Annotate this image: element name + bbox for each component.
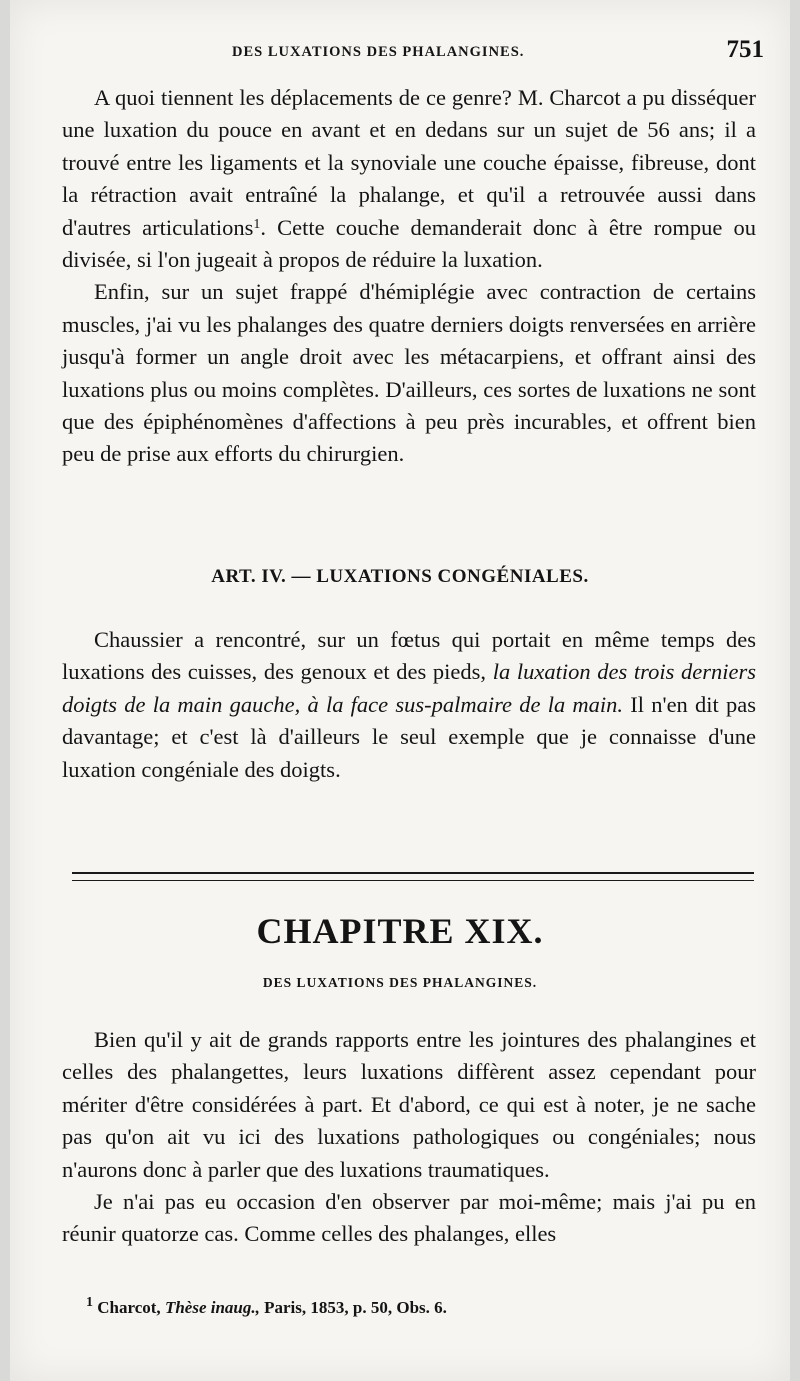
paragraph-text: A quoi tiennent les déplacements de ce genre? M. Charcot a pu disséquer une luxation du pouce en avant et en dedans sur un sujet de 56 ans; il a trouvé entre les ligaments et la synoviale une couche épaisse, fibreuse, dont la rétraction avait entraîné la phalange, et qu'il a retrouvée aussi dans d'autres articulations bbox=[62, 85, 756, 240]
page-number: 751 bbox=[726, 36, 764, 63]
book-page bbox=[10, 0, 790, 1381]
paragraph-text: Il n'en dit pas davantage; et c'est là d'ailleurs le seul exemple que je connaisse d'une luxation congéniale des doigts. bbox=[62, 691, 756, 782]
chapter-text bbox=[62, 1024, 756, 1251]
footnote-details: Paris, 1853, p. 50, Obs. 6. bbox=[264, 1298, 447, 1317]
footnote-author: Charcot, bbox=[97, 1298, 161, 1317]
section-text-top bbox=[62, 82, 756, 471]
paragraph-quatorze-cas: Je n'ai pas eu occasion d'en observer par moi-même; mais j'ai pu en réunir quatorze cas. Comme celles des phalanges, elles bbox=[62, 1189, 756, 1247]
italic-quote: la luxation des trois derniers doigts de la main gauche, à la face sus-palmaire de la main. bbox=[62, 659, 757, 717]
footnote-marker: 1 bbox=[86, 1295, 93, 1310]
footnote bbox=[86, 1295, 447, 1318]
footnote-reference[interactable]: 1 bbox=[253, 216, 261, 232]
article-text bbox=[62, 624, 756, 786]
running-head: DES LUXATIONS DES PHALANGINES. bbox=[232, 44, 525, 60]
paragraph-chaussier bbox=[62, 624, 756, 786]
footnote-work: Thèse inaug., bbox=[164, 1298, 260, 1317]
paragraph-text: . Cette couche demanderait donc à être rompue ou divisée, si l'on jugeait à propos de réduire la luxation. bbox=[62, 214, 757, 273]
paragraph-hemiplegie: Enfin, sur un sujet frappé d'hémiplégie avec contraction de certains muscles, j'ai vu les phalanges des quatre derniers doigts renversées en arrière jusqu'à former un angle droit avec les métacarpiens, et offrant ainsi des luxations plus ou moins complètes. D'ailleurs, ces sortes de luxations ne sont que des épiphénomènes d'affections à peu près incurables, et offrent bien peu de prise aux efforts du chirurgien. bbox=[62, 279, 756, 467]
paragraph-text: Chaussier a rencontré, sur un fœtus qui portait en même temps des luxations des cuisses, des genoux et des pieds, bbox=[62, 627, 756, 685]
article-heading: ART. IV. — LUXATIONS CONGÉNIALES. bbox=[211, 566, 589, 587]
chapter-title: CHAPITRE XIX. bbox=[256, 911, 544, 951]
paragraph-rapports: Bien qu'il y ait de grands rapports entre les jointures des phalangines et celles des phalangettes, leurs luxations diffèrent assez cependant pour mériter d'être considérées à part. Et d'abord, ce qui est à noter, je ne sache pas qu'on ait vu ici des luxations pathologiques ou congéniales; nous n'aurons donc à parler que des luxations traumatiques. bbox=[62, 1027, 756, 1182]
chapter-divider-thin bbox=[72, 880, 754, 881]
paragraph-charcot bbox=[62, 82, 756, 276]
chapter-divider-thick bbox=[72, 872, 754, 874]
chapter-subtitle: DES LUXATIONS DES PHALANGINES. bbox=[262, 975, 538, 990]
